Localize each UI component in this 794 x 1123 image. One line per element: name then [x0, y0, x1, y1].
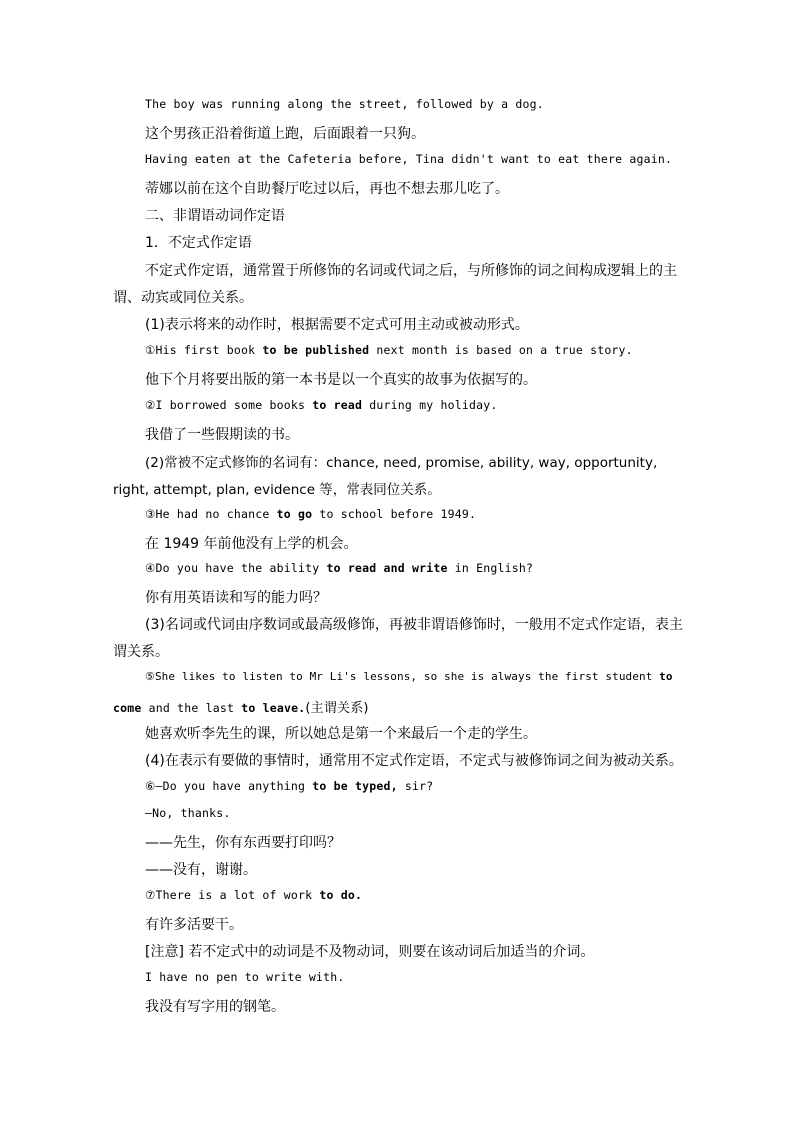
example-sentence-en [145, 670, 673, 683]
example-sentence-en [145, 398, 497, 412]
highlighted-infinitive: to read [312, 398, 363, 412]
highlighted-infinitive: to be published [262, 343, 370, 357]
sentence-text: and the last [141, 701, 242, 715]
example-sentence-en: I have no pen to write with. [145, 970, 345, 984]
example-sentence-zh: 在 1949 年前他没有上学的机会。 [145, 536, 358, 552]
example-sentence-en [145, 561, 533, 575]
example-sentence-en: The boy was running along the street, followed by a dog. [145, 97, 544, 111]
example-sentence-zh: 我借了一些假期读的书。 [145, 427, 299, 443]
paragraph-line: 不定式作定语，通常置于所修饰的名词或代词之后，与所修饰的词之间构成逻辑上的主 [145, 263, 677, 279]
example-sentence-zh: 她喜欢听李先生的课，所以她总是第一个来最后一个走的学生。 [145, 726, 537, 742]
rule-point: (4)在表示有要做的事情时，通常用不定式作定语，不定式与被修饰词之间为被动关系。 [145, 753, 683, 769]
example-sentence-zh: 蒂娜以前在这个自助餐厅吃过以后，再也不想去那儿吃了。 [145, 181, 509, 197]
example-sentence-zh: 他下个月将要出版的第一本书是以一个真实的故事为依据写的。 [145, 372, 537, 388]
dialogue-line-zh: ——先生，你有东西要打印吗？ [145, 835, 341, 851]
highlighted-infinitive: to go [276, 507, 313, 521]
dialogue-line-en [145, 779, 433, 793]
example-sentence-en [113, 697, 369, 716]
sentence-text: ②I borrowed some books [145, 398, 313, 412]
sentence-text: ⑦There is a lot of work [145, 888, 320, 902]
highlighted-infinitive: to be typed, [312, 779, 398, 793]
sentence-text: to school before 1949. [312, 507, 477, 521]
example-sentence-zh: 这个男孩正沿着街道上跑，后面跟着一只狗。 [145, 126, 425, 142]
example-sentence-en: Having eaten at the Cafeteria before, Tina didn't want to eat there again. [145, 152, 673, 166]
rule-point: (2)常被不定式修饰的名词有：chance, need, promise, ability, way, opportunity, [145, 455, 658, 471]
highlighted-infinitive: to do. [319, 888, 363, 902]
sentence-text: ①His first book [145, 343, 263, 357]
sentence-text: ⑥—Do you have anything [145, 779, 313, 793]
sentence-text: next month is based on a true story. [369, 343, 633, 357]
highlighted-infinitive: to [659, 670, 673, 683]
paragraph-line: 谓、动宾或同位关系。 [113, 290, 253, 306]
example-sentence-zh: 你有用英语读和写的能力吗？ [145, 590, 327, 606]
sentence-text: ③He had no chance [145, 507, 277, 521]
sentence-text: during my holiday. [362, 398, 498, 412]
note-line: [注意] 若不定式中的动词是不及物动词，则要在该动词后加适当的介词。 [145, 944, 595, 960]
example-sentence-en [145, 888, 362, 902]
highlighted-infinitive: come [113, 701, 142, 715]
subsection-heading: 1．不定式作定语 [145, 235, 252, 251]
rule-point: (1)表示将来的动作时，根据需要不定式可用主动或被动形式。 [145, 317, 529, 333]
sentence-text: ⑤She likes to listen to Mr Li's lessons, so she is always the first student [145, 670, 660, 683]
relation-note: (主谓关系) [305, 701, 369, 716]
sentence-text: ④Do you have the ability [145, 561, 327, 575]
sentence-text: sir? [397, 779, 434, 793]
rule-point: right, attempt, plan, evidence 等，常表同位关系。 [113, 482, 441, 498]
rule-point: 谓关系。 [113, 644, 169, 660]
dialogue-line-en: —No, thanks. [145, 806, 231, 820]
sentence-text: in English? [447, 561, 534, 575]
rule-point: (3)名词或代词由序数词或最高级修饰，再被非谓语修饰时，一般用不定式作定语，表主 [145, 617, 683, 633]
section-heading: 二、非谓语动词作定语 [145, 208, 285, 224]
example-sentence-zh: 我没有写字用的钢笔。 [145, 999, 285, 1015]
example-sentence-en [145, 343, 633, 357]
example-sentence-en [145, 507, 476, 521]
highlighted-infinitive: to leave. [241, 701, 306, 715]
highlighted-infinitive: to read and write [326, 561, 448, 575]
dialogue-line-zh: ——没有，谢谢。 [145, 862, 257, 878]
example-sentence-zh: 有许多活要干。 [145, 917, 243, 933]
